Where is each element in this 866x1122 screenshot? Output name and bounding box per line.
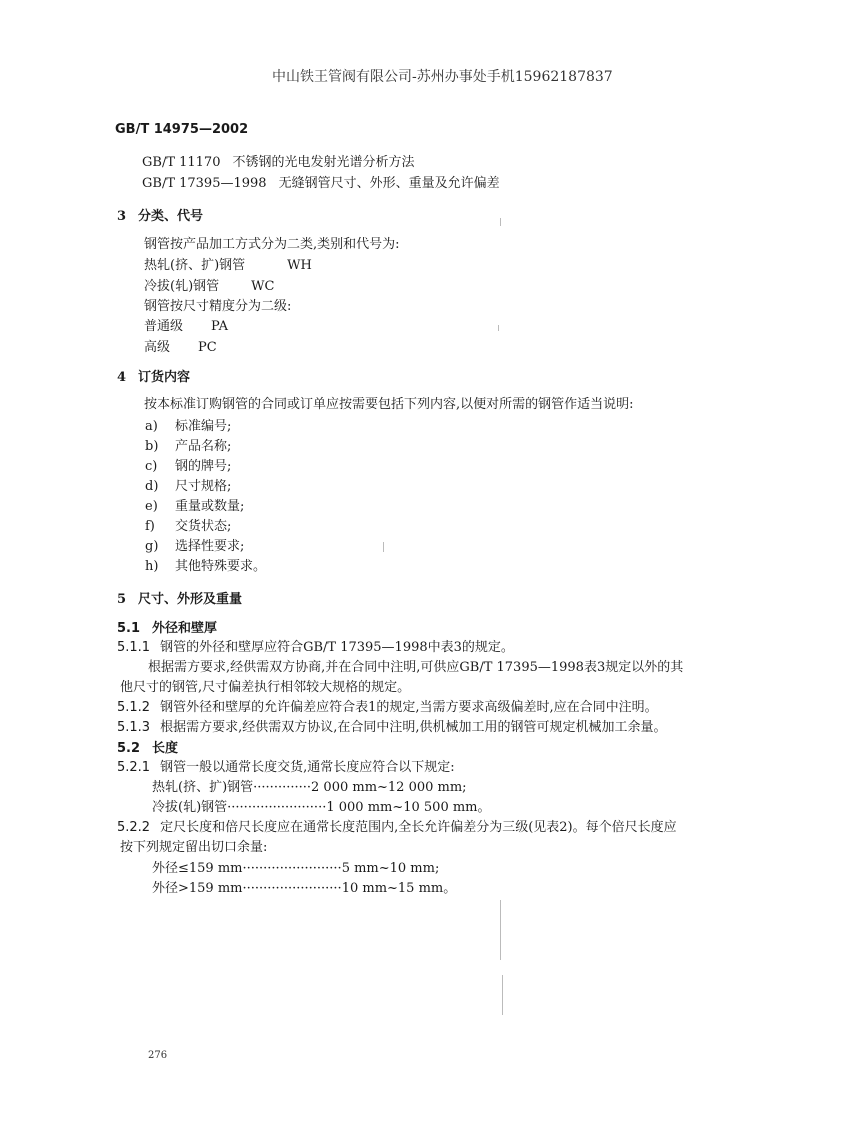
reference-title: 无缝钢管尺寸、外形、重量及允许偏差: [278, 176, 500, 191]
section-title: 尺寸、外形及重量: [138, 592, 243, 607]
allowance-name: 外径≤159 mm: [152, 861, 243, 876]
subsection-heading: [117, 621, 217, 637]
leader-dots: ························: [242, 881, 342, 896]
clause-text: 定尺长度和倍尺长度应在通常长度范围内,全长允许偏差分为三级(见表2)。每个倍尺长度应: [160, 820, 677, 835]
list-item: [145, 439, 231, 455]
leader-dots: ························: [227, 800, 327, 815]
list-label: c): [145, 459, 158, 474]
grade-row: [144, 340, 217, 356]
section-heading: [117, 209, 203, 225]
length-name: 热轧(挤、扩)钢管: [152, 780, 254, 795]
list-text: 标准编号;: [175, 419, 232, 434]
clause-number: 5.1.1: [117, 640, 151, 655]
section-title: 分类、代号: [138, 209, 204, 224]
list-text: 其他特殊要求。: [175, 559, 267, 574]
subsection-number: 5.1: [117, 621, 141, 636]
type-row: [144, 258, 312, 274]
list-text: 产品名称;: [175, 439, 232, 454]
paragraph: 根据需方要求,经供需双方协商,并在合同中注明,可供应GB/T 17395—1998表3规定以外的其: [148, 660, 684, 675]
list-item: [145, 559, 266, 575]
list-text: 尺寸规格;: [175, 479, 232, 494]
scan-speck: [502, 975, 503, 1015]
type-row: [144, 279, 274, 295]
length-value: 2 000 mm~12 000 mm;: [311, 780, 467, 795]
page-header: 中山铁王管阀有限公司-苏州办事处手机15962187837: [272, 69, 613, 85]
paragraph: 按下列规定留出切口余量:: [120, 840, 268, 855]
paragraph: 钢管按产品加工方式分为二类,类别和代号为:: [144, 237, 400, 252]
doc-code: GB/T 14975—2002: [115, 122, 249, 137]
clause-number: 5.2.2: [117, 820, 151, 835]
clause-text: 钢管外径和壁厚的允许偏差应符合表1的规定,当需方要求高级偏差时,应在合同中注明。: [160, 700, 658, 715]
section-number: 3: [117, 209, 127, 224]
subsection-number: 5.2: [117, 741, 141, 756]
length-row: [152, 800, 491, 816]
clause-number: 5.2.1: [117, 760, 151, 775]
clause-number: 5.1.2: [117, 700, 151, 715]
allowance-name: 外径>159 mm: [152, 881, 243, 896]
grade-name: 高级: [144, 340, 171, 355]
clause: [117, 700, 658, 716]
list-text: 重量或数量;: [175, 499, 245, 514]
paragraph: 钢管按尺寸精度分为二级:: [144, 299, 292, 314]
section-title: 订货内容: [138, 370, 191, 385]
reference-title: 不锈钢的光电发射光谱分析方法: [232, 155, 415, 170]
section-number: 4: [117, 370, 127, 385]
reference-line: [142, 176, 500, 192]
grade-row: [144, 319, 228, 335]
grade-code: PA: [211, 319, 228, 334]
length-row: [152, 780, 467, 796]
page-number: 276: [148, 1050, 168, 1061]
list-item: [145, 519, 231, 535]
allowance-row: [152, 881, 456, 897]
list-label: g): [145, 539, 159, 554]
leader-dots: ··············: [253, 780, 312, 795]
allowance-value: 5 mm~10 mm;: [341, 861, 440, 876]
list-label: a): [145, 419, 158, 434]
section-number: 5: [117, 592, 127, 607]
paragraph: 他尺寸的钢管,尺寸偏差执行相邻较大规格的规定。: [120, 680, 411, 695]
grade-name: 普通级: [144, 319, 184, 334]
list-item: [145, 419, 231, 435]
length-value: 1 000 mm~10 500 mm。: [326, 800, 491, 815]
allowance-row: [152, 861, 439, 877]
list-item: [145, 479, 231, 495]
leader-dots: ························: [242, 861, 342, 876]
scan-speck: [500, 218, 501, 226]
clause-text: 钢管的外径和壁厚应符合GB/T 17395—1998中表3的规定。: [160, 640, 514, 655]
scan-speck: [383, 542, 384, 552]
allowance-value: 10 mm~15 mm。: [341, 881, 457, 896]
reference-line: [142, 155, 415, 171]
list-text: 选择性要求;: [175, 539, 245, 554]
list-item: [145, 499, 244, 515]
list-label: h): [145, 559, 159, 574]
subsection-title: 外径和壁厚: [152, 621, 218, 636]
section-heading: [117, 370, 190, 386]
list-label: b): [145, 439, 159, 454]
type-code: WH: [287, 258, 312, 273]
list-text: 交货状态;: [175, 519, 232, 534]
clause-text: 根据需方要求,经供需双方协议,在合同中注明,供机械加工用的钢管可规定机械加工余量。: [160, 720, 667, 735]
subsection-heading: [117, 741, 178, 757]
list-item: [145, 459, 231, 475]
subsection-title: 长度: [152, 741, 179, 756]
scan-speck: [500, 900, 501, 960]
clause: [117, 820, 677, 836]
clause-number: 5.1.3: [117, 720, 151, 735]
list-text: 钢的牌号;: [175, 459, 232, 474]
list-label: f): [145, 519, 155, 534]
scan-speck: [498, 325, 499, 331]
clause: [117, 760, 455, 776]
length-name: 冷拔(轧)钢管: [152, 800, 228, 815]
grade-code: PC: [198, 340, 217, 355]
reference-code: GB/T 11170: [142, 155, 221, 170]
clause-text: 钢管一般以通常长度交货,通常长度应符合以下规定:: [160, 760, 455, 775]
reference-code: GB/T 17395—1998: [142, 176, 267, 191]
list-item: [145, 539, 244, 555]
paragraph: 按本标准订购钢管的合同或订单应按需要包括下列内容,以便对所需的钢管作适当说明:: [144, 397, 634, 412]
list-label: e): [145, 499, 158, 514]
type-name: 热轧(挤、扩)钢管: [144, 258, 246, 273]
clause: [117, 640, 514, 656]
section-heading: [117, 592, 242, 608]
type-name: 冷拔(轧)钢管: [144, 279, 220, 294]
list-label: d): [145, 479, 159, 494]
clause: [117, 720, 666, 736]
type-code: WC: [251, 279, 275, 294]
